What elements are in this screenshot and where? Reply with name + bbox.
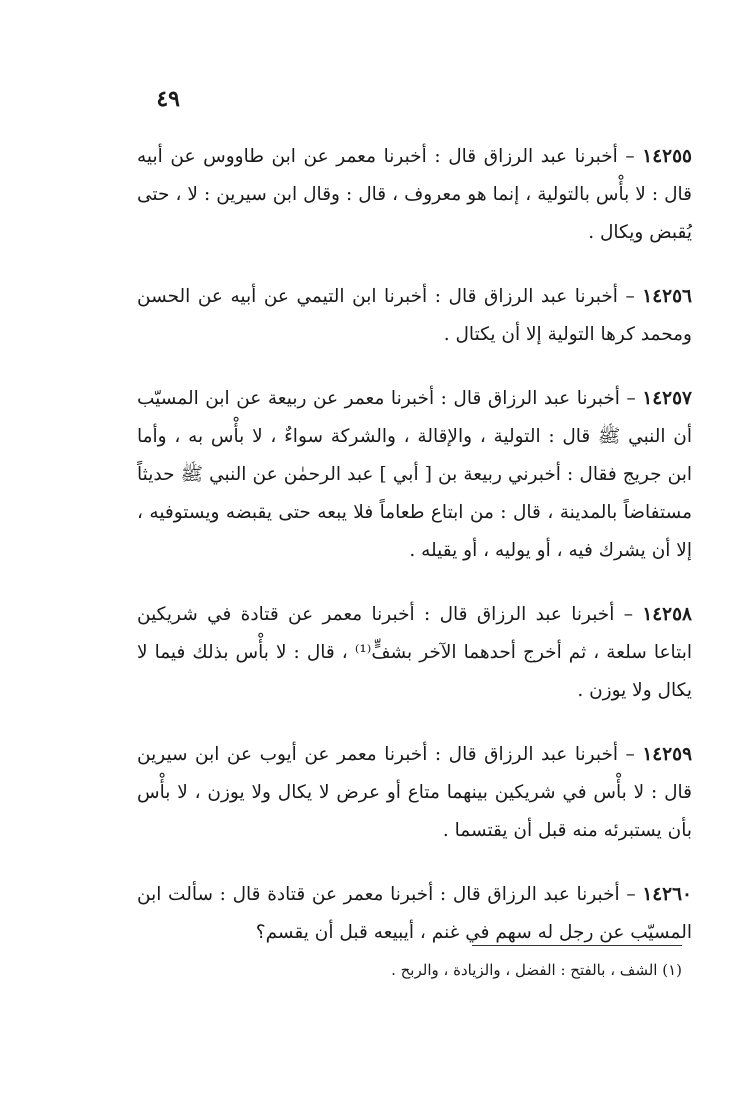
footnote: (١) الشف ، بالفتح : الفضل ، والزيادة ، والربح .	[391, 961, 682, 979]
hadith-divider	[137, 583, 692, 584]
hadith-entry	[137, 876, 692, 952]
hadith-divider	[137, 265, 692, 266]
hadith-divider	[137, 863, 692, 864]
hadith-entry	[137, 380, 692, 570]
hadith-divider	[137, 367, 692, 368]
hadith-entry	[137, 278, 692, 354]
page-number: ٤٩	[156, 86, 180, 112]
hadith-paragraph	[137, 278, 692, 354]
hadith-paragraph	[137, 380, 692, 570]
hadith-paragraph	[137, 138, 692, 252]
hadith-entry	[137, 736, 692, 850]
footnote-rule	[472, 945, 682, 946]
hadith-entry	[137, 138, 692, 252]
hadith-paragraph	[137, 876, 692, 952]
hadith-text: – أخبرنا عبد الرزاق قال : أخبرنا معمر عن قتادة قال : سألت ابن المسيّب عن رجل له سهم في غنم ، أيبيعه قبل أن يقسم؟	[137, 884, 692, 943]
hadith-text: – أخبرنا عبد الرزاق قال : أخبرنا ابن التيمي عن أبيه عن الحسن ومحمد كرها التولية إلا أن يكتال .	[137, 286, 692, 345]
hadith-paragraph	[137, 596, 692, 710]
hadith-number: ١٤٢٥٧	[642, 388, 692, 409]
hadith-text: – أخبرنا عبد الرزاق قال : أخبرنا معمر عن ابن طاووس عن أبيه قال : لا بأْس بالتولية ، إنما هو معروف ، قال : وقال ابن سيرين : لا ، حتى يُقبض ويكال .	[137, 146, 692, 243]
page-body	[137, 138, 692, 965]
hadith-paragraph	[137, 736, 692, 850]
hadith-number: ١٤٢٥٩	[642, 744, 693, 765]
hadith-divider	[137, 723, 692, 724]
hadith-entry	[137, 596, 692, 710]
hadith-text: – أخبرنا عبد الرزاق قال : أخبرنا معمر عن قتادة في شريكين ابتاعا سلعة ، ثم أخرج أحدهما الآخر بشفٍّ⁽¹⁾ ، قال : لا بأْس بذلك فيما لا يكال ولا يوزن .	[137, 604, 693, 701]
hadith-text: – أخبرنا عبد الرزاق قال : أخبرنا معمر عن ربيعة عن ابن المسيّب أن النبي ﷺ قال : التولية ، والإقالة ، والشركة سواءٌ ، لا بأْس به ، وأما ابن جريج فقال : أخبرني ربيعة بن [ أبي ] عبد الرحمٰن عن النبي ﷺ حديثاً مستفاضاً بالمدينة ، قال : من ابتاع طعاماً فلا يبعه حتى يقبضه ويستوفيه ، إلا أن يشرك فيه ، أو يوليه ، أو يقيله .	[137, 388, 692, 561]
hadith-number: ١٤٢٥٨	[642, 604, 692, 625]
hadith-number: ١٤٢٥٥	[642, 146, 692, 167]
hadith-text: – أخبرنا عبد الرزاق قال : أخبرنا معمر عن أيوب عن ابن سيرين قال : لا بأْس في شريكين بينهما متاع أو عرض لا يكال ولا يوزن ، لا بأْس بأن يستبرئه منه قبل أن يقتسما .	[137, 744, 692, 841]
hadith-number: ١٤٢٥٦	[642, 286, 692, 307]
hadith-number: ١٤٢٦٠	[642, 884, 692, 905]
